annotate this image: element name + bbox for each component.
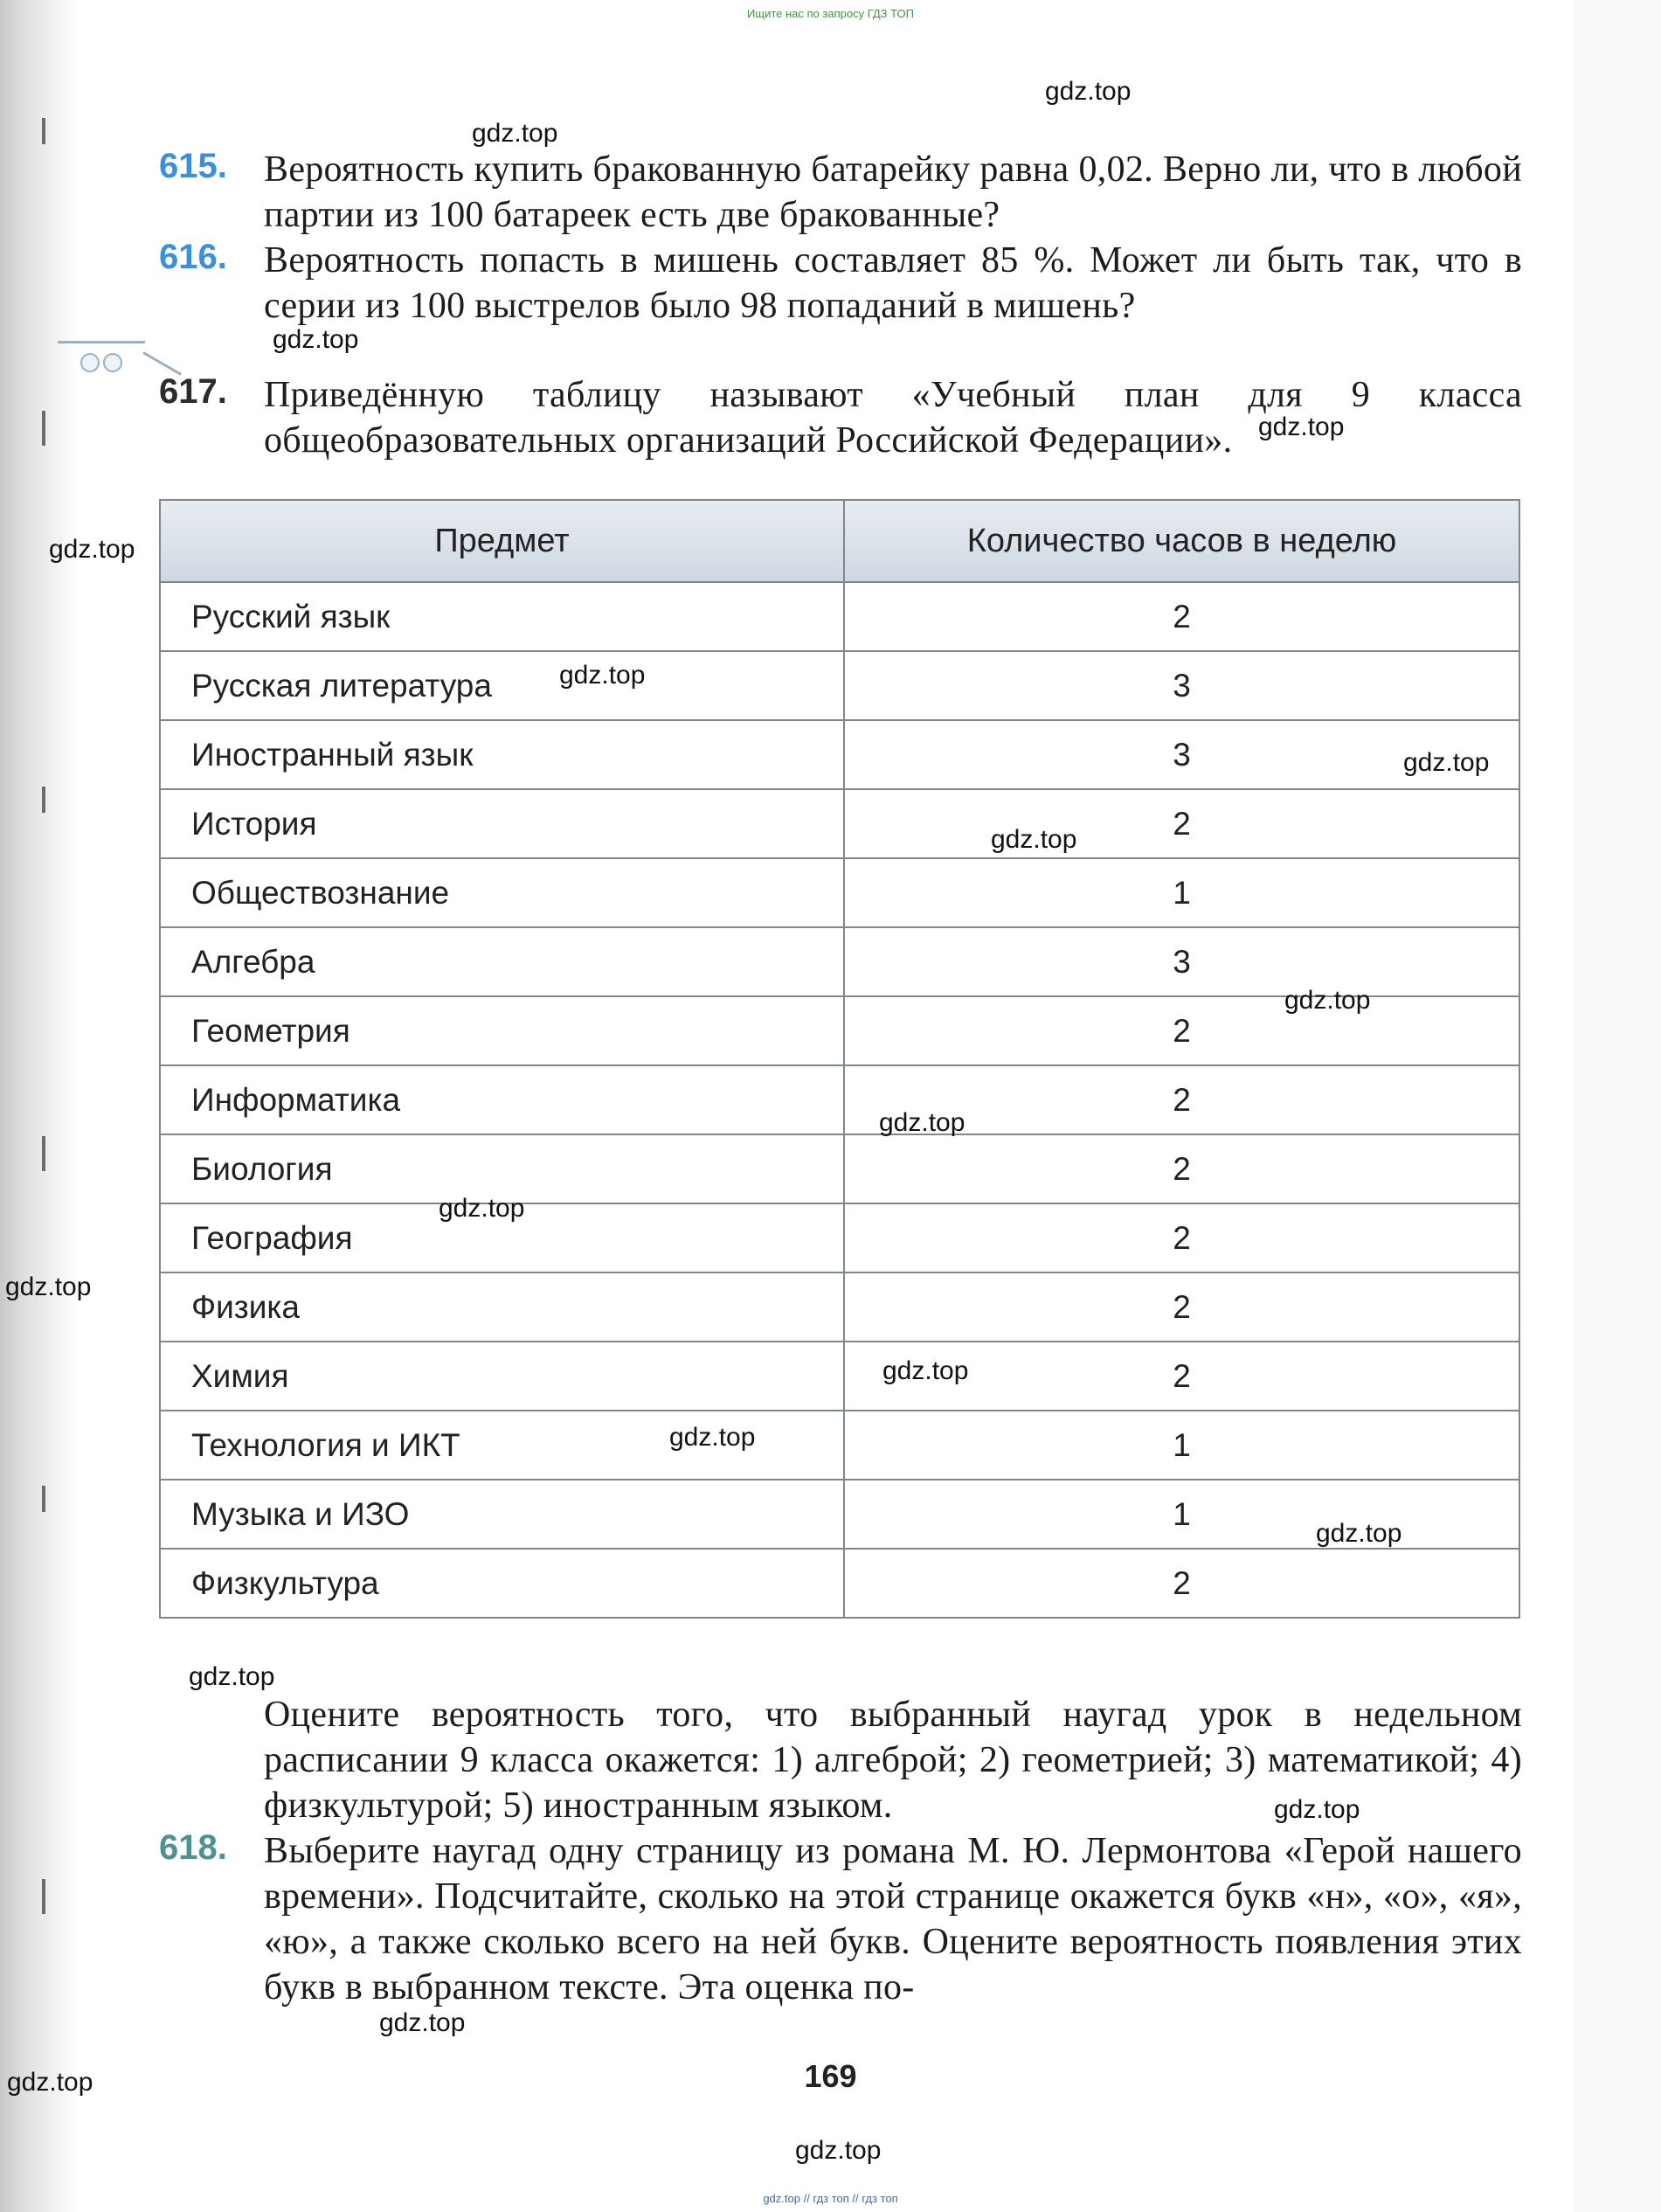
task-text: Вероятность попасть в мишень составляет 85 %. Может ли быть так, что в серии из 100 выстрелов было 98 попаданий в мишень? [264,240,1522,326]
right-margin [1573,0,1661,2212]
task-615 [159,147,1522,238]
task-text: Выберите наугад одну страницу из романа М. Ю. Лермонтова «Герой нашего времени». Подсчитайте, сколько на этой странице окажется букв «н», «о», «я», «ю», а также сколько всего на ней букв. Оцените вероятность появления этих букв в выбранном тексте. Эта оценка по- [264,1831,1522,2007]
watermark: gdz.top [1316,1519,1402,1548]
watermark: gdz.top [472,119,558,148]
subject-cell: Русский язык [160,582,844,651]
watermark: gdz.top [991,825,1077,854]
hours-cell: 3 [844,720,1519,789]
watermark: gdz.top [439,1194,525,1223]
hours-cell: 1 [844,858,1519,927]
task-number: 616. [159,238,227,276]
watermark: gdz.top [882,1356,969,1385]
hours-cell: 2 [844,789,1519,858]
hours-cell: 2 [844,1342,1519,1411]
hours-cell: 2 [844,1134,1519,1203]
task-number: 615. [159,147,227,185]
task-616 [159,238,1522,329]
task-text: Приведённую таблицу называют «Учебный план для 9 класса общеобразовательных организаций Российской Федерации». [264,375,1522,461]
page-number: 169 [804,2058,857,2094]
hours-cell: 1 [844,1480,1519,1549]
table-row [160,1203,1519,1272]
task-number: 618. [159,1828,227,1867]
table-row [160,1272,1519,1342]
hours-cell: 2 [844,1203,1519,1272]
question-text: Оцените вероятность того, что выбранный наугад урок в недельном расписании 9 класса окажется: 1) алгеброй; 2) геометрией; 3) математикой; 4) физкультурой; 5) иностранным языком. [264,1695,1522,1826]
top-search-note[interactable]: Ищите нас по запросу ГДЗ ТОП [747,7,914,20]
hours-cell: 1 [844,1411,1519,1480]
hours-cell: 2 [844,1272,1519,1342]
table-header-row [160,500,1519,582]
watermark: gdz.top [379,2008,466,2037]
header-subject: Предмет [160,500,844,582]
table-row [160,1411,1519,1480]
table-row [160,1342,1519,1411]
watermark: gdz.top [795,2136,882,2165]
watermark: gdz.top [669,1423,756,1452]
watermark: gdz.top [189,1662,275,1691]
watermark: gdz.top [49,535,135,564]
hours-cell: 3 [844,651,1519,720]
bottom-note[interactable]: gdz.top // гдз топ // гдз топ [763,2192,898,2205]
watermark: gdz.top [1284,986,1371,1015]
spine-mark [42,1879,45,1914]
table-row [160,1134,1519,1203]
task-text: Вероятность купить бракованную батарейку равна 0,02. Верно ли, что в любой партии из 100 батареек есть две бракованные? [264,149,1522,235]
table-row [160,1549,1519,1618]
subject-cell: История [160,789,844,858]
hours-cell: 2 [844,1065,1519,1134]
watermark: gdz.top [879,1108,965,1137]
subject-cell: Физика [160,1272,844,1342]
table-row [160,789,1519,858]
subject-cell: Геометрия [160,996,844,1065]
spine-mark [42,411,45,446]
watermark: gdz.top [1045,77,1132,106]
spine-mark [42,1486,45,1512]
subject-cell: Технология и ИКТ [160,1411,844,1480]
table-row [160,1065,1519,1134]
watermark: gdz.top [1258,413,1345,441]
subject-cell: Информатика [160,1065,844,1134]
subject-cell: Алгебра [160,927,844,996]
subject-cell: Химия [160,1342,844,1411]
hours-cell: 2 [844,996,1519,1065]
watermark: gdz.top [1274,1795,1360,1824]
hours-cell: 2 [844,582,1519,651]
subject-cell: География [160,1203,844,1272]
task-number: 617. [159,372,227,411]
spine-mark [42,787,45,813]
header-hours: Количество часов в неделю [844,500,1519,582]
watermark: gdz.top [5,1272,92,1301]
watermark: gdz.top [7,2068,93,2097]
subject-cell: Музыка и ИЗО [160,1480,844,1549]
watermark: gdz.top [559,661,646,690]
table-row [160,651,1519,720]
hours-cell: 2 [844,1549,1519,1618]
hours-cell: 3 [844,927,1519,996]
table-row [160,720,1519,789]
subject-cell: Биология [160,1134,844,1203]
watermark: gdz.top [1403,748,1490,777]
watermark: gdz.top [273,325,359,354]
table-row [160,582,1519,651]
subject-cell: Обществознание [160,858,844,927]
spine-mark [42,118,45,144]
curriculum-table [159,499,1520,1619]
subject-cell: Иностранный язык [160,720,844,789]
subject-cell: Русская литература [160,651,844,720]
task-618 [159,1828,1522,2010]
table-row [160,858,1519,927]
difficulty-marker-icon [58,332,211,376]
spine-mark [42,1136,45,1171]
subject-cell: Физкультура [160,1549,844,1618]
